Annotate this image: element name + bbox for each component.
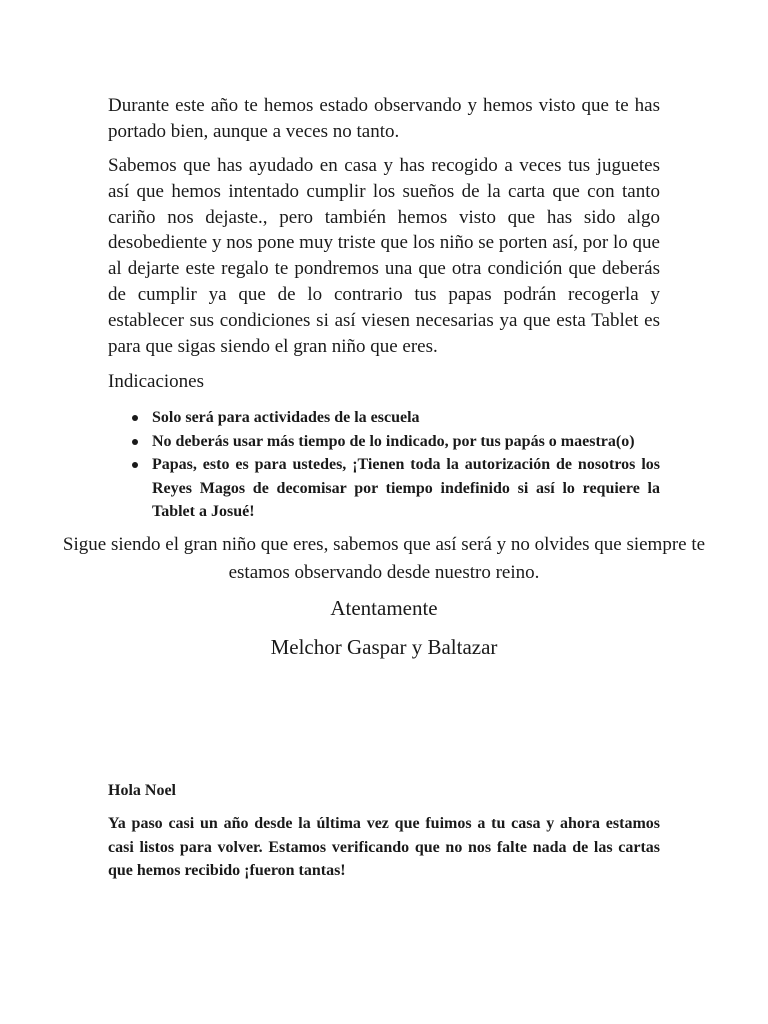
list-item-text: Solo será para actividades de la escuela: [152, 409, 420, 426]
list-item: [108, 430, 660, 454]
bullet-icon: [132, 415, 138, 421]
letter-paragraph-intro: Durante este año te hemos estado observando y hemos visto que te has portado bien, aunque a veces no tanto.: [108, 95, 660, 142]
indications-list: [108, 406, 660, 524]
list-item: [108, 406, 660, 430]
list-item-text: Papas, esto es para ustedes, ¡Tienen toda la autorización de nosotros los Reyes Magos de decomisar por tiempo indefinido si así lo requiere la Tablet a Josué!: [152, 456, 660, 520]
indications-heading: Indicaciones: [108, 371, 205, 392]
closing-paragraph: Sigue siendo el gran niño que eres, sabemos que así será y no olvides que siempre te estamos observando desde nuestro reino.: [62, 534, 706, 583]
greeting: Hola Noel: [108, 782, 176, 799]
bullet-icon: [132, 462, 138, 468]
list-item-text: No deberás usar más tiempo de lo indicado, por tus papás o maestra(o): [152, 432, 635, 450]
bullet-icon: [132, 439, 138, 445]
letter2-paragraph: Ya paso casi un año desde la última vez que fuimos a tu casa y ahora estamos casi listos para volver. Estamos verificando que no nos falte nada de las cartas que hemos recibido ¡fueron tantas!: [108, 815, 660, 879]
signature: Melchor Gaspar y Baltazar: [270, 635, 498, 659]
sign-off: Atentamente: [330, 596, 438, 620]
letter-paragraph-body: Sabemos que has ayudado en casa y has recogido a veces tus juguetes así que hemos intentado cumplir los sueños de la carta que con tanto cariño nos dejaste., pero también hemos visto que has sido algo desobediente y nos pone muy triste que los niño se porten así, por lo que al dejarte este regalo te pondremos una que otra condición que deberás de cumplir ya que de lo contrario tus papas podrán recogerla y establecer sus condiciones si así viesen necesarias ya que esta Tablet es para que sigas siendo el gran niño que eres.: [108, 155, 660, 357]
list-item: [108, 453, 660, 524]
